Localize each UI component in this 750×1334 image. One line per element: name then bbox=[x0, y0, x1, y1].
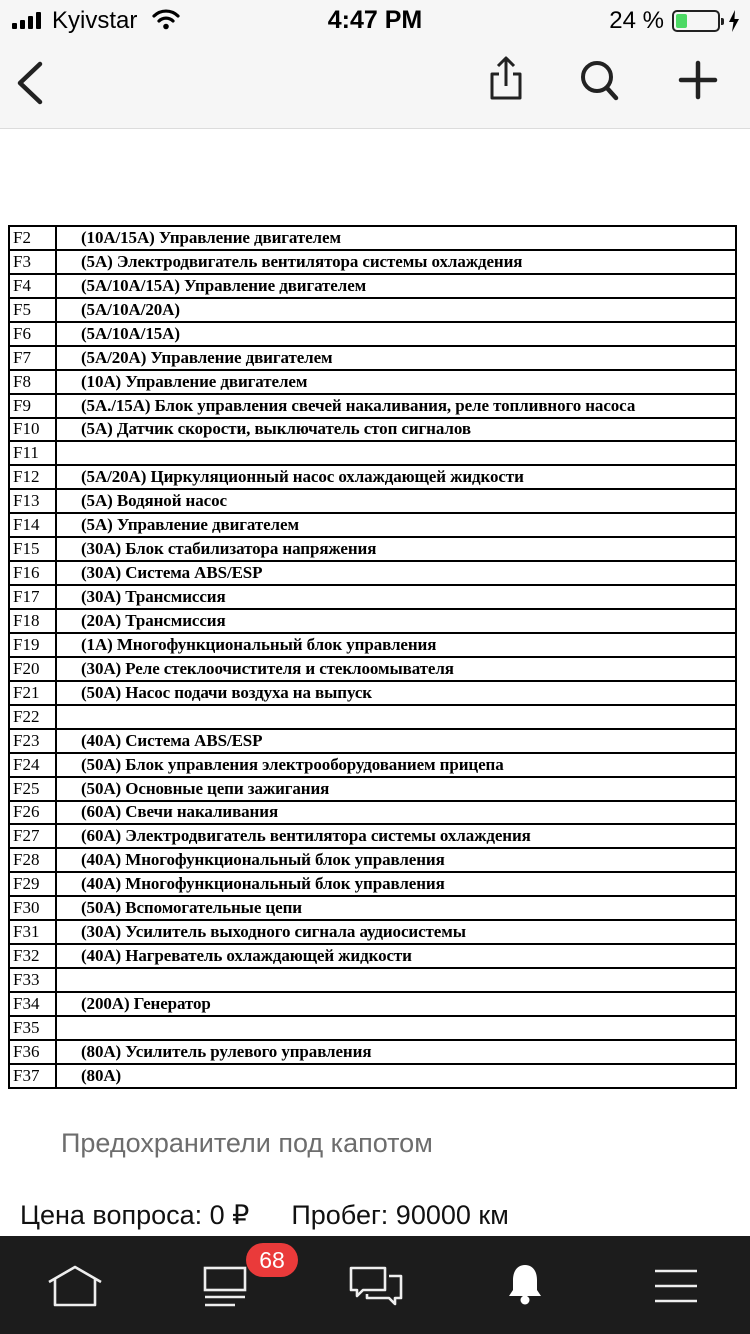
fuse-description: (5A/10A/15A) bbox=[56, 322, 736, 346]
tab-bar bbox=[0, 1236, 750, 1334]
fuse-row bbox=[9, 920, 736, 944]
fuse-id: F8 bbox=[9, 370, 56, 394]
fuse-id: F35 bbox=[9, 1016, 56, 1040]
fuse-id: F36 bbox=[9, 1040, 56, 1064]
fuse-id: F20 bbox=[9, 657, 56, 681]
fuse-description: (30A) Трансмиссия bbox=[56, 585, 736, 609]
fuse-description: (30A) Блок стабилизатора напряжения bbox=[56, 537, 736, 561]
fuse-id: F37 bbox=[9, 1064, 56, 1088]
fuse-row bbox=[9, 801, 736, 825]
fuse-description: (1A) Многофункциональный блок управления bbox=[56, 633, 736, 657]
fuse-row bbox=[9, 441, 736, 465]
fuse-row bbox=[9, 298, 736, 322]
charging-bolt-icon bbox=[728, 10, 740, 32]
fuse-id: F12 bbox=[9, 465, 56, 489]
battery-level bbox=[676, 14, 687, 28]
fuse-description bbox=[56, 1016, 736, 1040]
fuse-id: F29 bbox=[9, 872, 56, 896]
fuse-row bbox=[9, 226, 736, 250]
fuse-row bbox=[9, 729, 736, 753]
fuse-row bbox=[9, 346, 736, 370]
feed-tab[interactable] bbox=[203, 1266, 247, 1308]
fuse-row bbox=[9, 681, 736, 705]
fuse-id: F21 bbox=[9, 681, 56, 705]
fuse-row bbox=[9, 274, 736, 298]
fuse-row bbox=[9, 1040, 736, 1064]
add-button[interactable] bbox=[676, 58, 720, 102]
fuse-id: F30 bbox=[9, 896, 56, 920]
feed-badge: 68 bbox=[246, 1243, 298, 1277]
share-button[interactable] bbox=[486, 54, 526, 104]
fuse-description: (40A) Нагреватель охлаждающей жидкости bbox=[56, 944, 736, 968]
fuse-row bbox=[9, 968, 736, 992]
fuse-description: (40A) Система ABS/ESP bbox=[56, 729, 736, 753]
fuse-row bbox=[9, 585, 736, 609]
fuse-id: F25 bbox=[9, 777, 56, 801]
menu-tab[interactable] bbox=[654, 1268, 698, 1304]
fuse-row bbox=[9, 561, 736, 585]
fuse-description: (80A) bbox=[56, 1064, 736, 1088]
fuse-row bbox=[9, 872, 736, 896]
fuse-id: F6 bbox=[9, 322, 56, 346]
fuse-description: (10A/15A) Управление двигателем bbox=[56, 226, 736, 250]
search-button[interactable] bbox=[578, 58, 620, 102]
fuse-id: F5 bbox=[9, 298, 56, 322]
fuse-description bbox=[56, 968, 736, 992]
fuse-row bbox=[9, 418, 736, 442]
fuse-row bbox=[9, 992, 736, 1016]
fuse-id: F26 bbox=[9, 801, 56, 825]
fuse-description: (40A) Многофункциональный блок управления bbox=[56, 848, 736, 872]
messages-tab[interactable] bbox=[349, 1266, 403, 1308]
fuse-row bbox=[9, 896, 736, 920]
fuse-id: F27 bbox=[9, 824, 56, 848]
fuse-id: F34 bbox=[9, 992, 56, 1016]
fuse-description: (5A/20A) Циркуляционный насос охлаждающей жидкости bbox=[56, 465, 736, 489]
fuse-description: (5A./15A) Блок управления свечей накаливания, реле топливного насоса bbox=[56, 394, 736, 418]
fuse-row bbox=[9, 753, 736, 777]
fuse-row bbox=[9, 250, 736, 274]
fuse-description: (5A) Датчик скорости, выключатель стоп сигналов bbox=[56, 418, 736, 442]
fuse-description bbox=[56, 705, 736, 729]
fuse-description: (5A/10A/20A) bbox=[56, 298, 736, 322]
fuse-description bbox=[56, 441, 736, 465]
fuse-row bbox=[9, 370, 736, 394]
fuse-row bbox=[9, 489, 736, 513]
post-meta bbox=[20, 1200, 509, 1231]
fuse-id: F14 bbox=[9, 513, 56, 537]
price-label: Цена вопроса: 0 ₽ bbox=[20, 1200, 250, 1230]
fuse-description: (40A) Многофункциональный блок управления bbox=[56, 872, 736, 896]
fuse-row bbox=[9, 322, 736, 346]
fuse-row bbox=[9, 1064, 736, 1088]
fuse-description: (5A/20A) Управление двигателем bbox=[56, 346, 736, 370]
back-button[interactable] bbox=[12, 60, 46, 106]
fuse-id: F13 bbox=[9, 489, 56, 513]
fuse-description: (5A) Электродвигатель вентилятора системы охлаждения bbox=[56, 250, 736, 274]
fuse-description: (5A) Управление двигателем bbox=[56, 513, 736, 537]
fuse-id: F23 bbox=[9, 729, 56, 753]
fuse-description: (200A) Генератор bbox=[56, 992, 736, 1016]
fuse-description: (30A) Реле стеклоочистителя и стеклоомывателя bbox=[56, 657, 736, 681]
fuse-id: F3 bbox=[9, 250, 56, 274]
fuse-row bbox=[9, 848, 736, 872]
fuse-id: F28 bbox=[9, 848, 56, 872]
fuse-id: F10 bbox=[9, 418, 56, 442]
fuse-row bbox=[9, 537, 736, 561]
fuse-id: F33 bbox=[9, 968, 56, 992]
fuse-id: F16 bbox=[9, 561, 56, 585]
fuse-id: F18 bbox=[9, 609, 56, 633]
fuse-description: (60A) Электродвигатель вентилятора системы охлаждения bbox=[56, 824, 736, 848]
battery-percentage: 24 % bbox=[609, 7, 664, 34]
carrier-name: Kyivstar bbox=[52, 7, 138, 34]
home-tab[interactable] bbox=[46, 1264, 104, 1308]
fuse-row bbox=[9, 394, 736, 418]
fuse-description: (50A) Насос подачи воздуха на выпуск bbox=[56, 681, 736, 705]
fuse-row bbox=[9, 777, 736, 801]
fuse-row bbox=[9, 944, 736, 968]
battery-icon bbox=[672, 10, 720, 32]
fuse-id: F15 bbox=[9, 537, 56, 561]
image-caption: Предохранители под капотом bbox=[61, 1128, 433, 1158]
fuse-id: F24 bbox=[9, 753, 56, 777]
fuse-row bbox=[9, 633, 736, 657]
fuse-id: F32 bbox=[9, 944, 56, 968]
notifications-tab[interactable] bbox=[506, 1262, 544, 1306]
fuse-description: (30A) Система ABS/ESP bbox=[56, 561, 736, 585]
fuse-id: F17 bbox=[9, 585, 56, 609]
mileage-label: Пробег: 90000 км bbox=[291, 1200, 509, 1230]
fuse-description: (10A) Управление двигателем bbox=[56, 370, 736, 394]
fuse-row bbox=[9, 609, 736, 633]
fuse-row bbox=[9, 657, 736, 681]
fuse-description: (50A) Основные цепи зажигания bbox=[56, 777, 736, 801]
fuse-description: (80A) Усилитель рулевого управления bbox=[56, 1040, 736, 1064]
fuse-table bbox=[8, 225, 737, 1089]
fuse-description: (5A) Водяной насос bbox=[56, 489, 736, 513]
fuse-description: (50A) Блок управления электрооборудованием прицепа bbox=[56, 753, 736, 777]
fuse-row bbox=[9, 824, 736, 848]
fuse-id: F11 bbox=[9, 441, 56, 465]
fuse-id: F31 bbox=[9, 920, 56, 944]
fuse-row bbox=[9, 513, 736, 537]
fuse-id: F19 bbox=[9, 633, 56, 657]
fuse-description: (60A) Свечи накаливания bbox=[56, 801, 736, 825]
fuse-id: F9 bbox=[9, 394, 56, 418]
status-time: 4:47 PM bbox=[327, 6, 423, 34]
fuse-row bbox=[9, 465, 736, 489]
fuse-id: F22 bbox=[9, 705, 56, 729]
fuse-description: (5A/10A/15A) Управление двигателем bbox=[56, 274, 736, 298]
status-bar bbox=[0, 0, 750, 40]
fuse-description: (20A) Трансмиссия bbox=[56, 609, 736, 633]
fuse-id: F4 bbox=[9, 274, 56, 298]
fuse-id: F2 bbox=[9, 226, 56, 250]
fuse-row bbox=[9, 705, 736, 729]
fuse-description: (50A) Вспомогательные цепи bbox=[56, 896, 736, 920]
fuse-id: F7 bbox=[9, 346, 56, 370]
nav-bar bbox=[0, 40, 750, 129]
fuse-row bbox=[9, 1016, 736, 1040]
fuse-description: (30A) Усилитель выходного сигнала аудиосистемы bbox=[56, 920, 736, 944]
